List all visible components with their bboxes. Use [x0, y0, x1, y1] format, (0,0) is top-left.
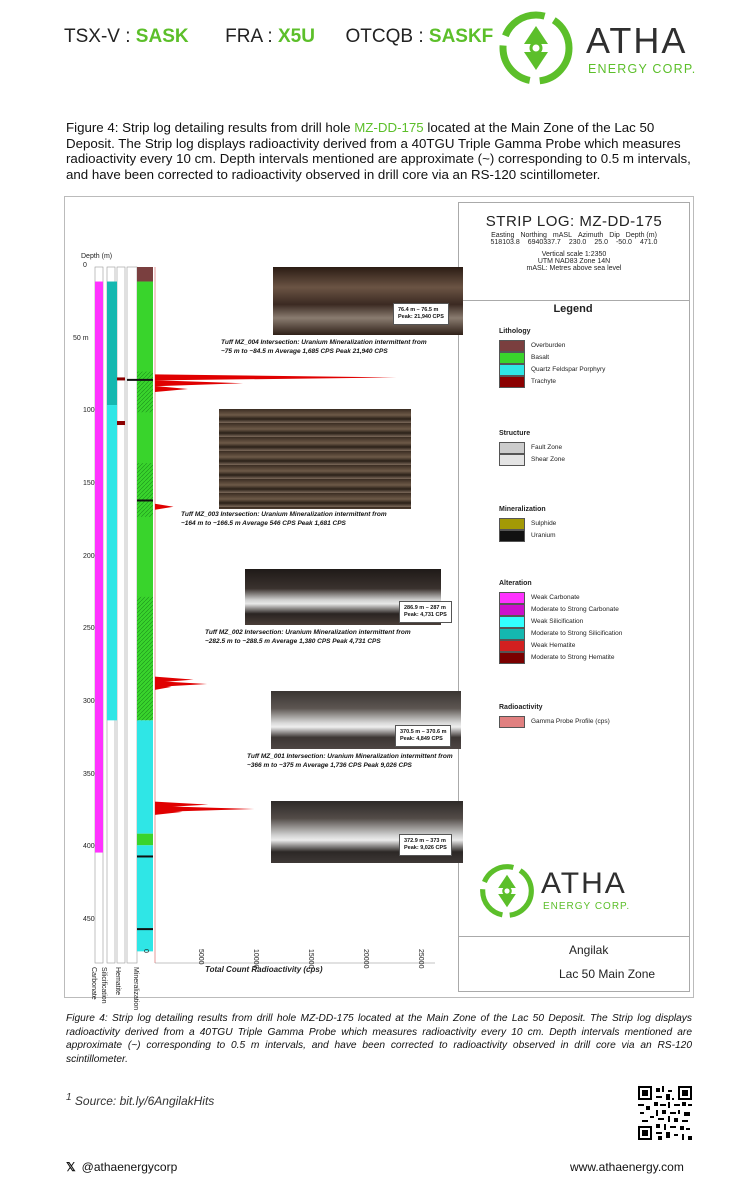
legend-label: Gamma Probe Profile (cps)	[531, 718, 610, 725]
depth-tick: 200	[83, 552, 95, 560]
gamma-peak	[155, 374, 396, 380]
legend-swatch	[499, 364, 525, 376]
collar-header: Easting	[491, 232, 515, 239]
logo-subtitle: ENERGY CORP.	[588, 62, 697, 76]
cps-tick: 5000	[197, 949, 204, 965]
legend-swatch	[499, 640, 525, 652]
social-link[interactable]	[66, 1160, 177, 1174]
logo-name: ATHA	[586, 20, 688, 61]
strip-log-figure	[64, 196, 694, 1011]
project-name: Angilak	[569, 943, 609, 957]
photo-label	[399, 601, 452, 623]
intersection-note-mz002: Tuff MZ_002 Intersection: Uranium Mineralization intermittent from ~282.5 m to ~288.5 m Average 1,380 CPS Peak 4,731 CPS	[205, 629, 411, 645]
cps-tick: 15000	[307, 949, 314, 969]
cps-tick: 10000	[252, 949, 259, 969]
collar-values	[459, 239, 689, 246]
legend-label: Moderate to Strong Hematite	[531, 654, 615, 661]
legend-swatch	[499, 716, 525, 728]
uranium-marker	[137, 499, 153, 501]
footnote-marker: 1	[66, 1092, 72, 1103]
scale-line: Vertical scale 1:2350	[541, 251, 607, 258]
legend-label: Sulphide	[531, 520, 557, 527]
hematite-interval	[117, 377, 125, 380]
intro-text: Figure 4: Strip log detailing results from drill hole	[66, 120, 355, 135]
collar-headers	[459, 232, 689, 239]
ticker-symbol: X5U	[277, 26, 315, 47]
ticker-symbol: SASKF	[428, 26, 494, 47]
collar-header: Dip	[609, 232, 620, 239]
silicification-weak-interval	[107, 405, 117, 720]
cps-tick: 25000	[417, 949, 424, 969]
collar-header: mASL	[552, 232, 572, 239]
collar-header: Depth (m)	[625, 232, 657, 239]
scale-line: mASL: Metres above sea level	[526, 265, 622, 272]
source-note	[66, 1092, 214, 1108]
column-label-silicification: Silicification	[100, 967, 107, 1004]
intersection-note-mz004: Tuff MZ_004 Intersection: Uranium Mineralization intermittent from ~75 m to ~84.5 m Average 1,685 CPS Peak 21,940 CPS	[221, 339, 427, 355]
legend-swatch	[499, 652, 525, 664]
inner-logo	[479, 863, 679, 923]
uranium-marker	[137, 928, 153, 930]
strip-log-header	[459, 203, 689, 301]
overburden-interval	[137, 267, 153, 282]
legend-heading: Mineralization	[499, 506, 546, 513]
atha-logo-icon	[479, 863, 535, 919]
cps-tick: 20000	[362, 949, 369, 969]
legend-swatch	[499, 442, 525, 454]
depth-tick: 50 m	[73, 334, 89, 342]
drill-hole-id: MZ-DD-175	[354, 120, 424, 135]
legend-label: Moderate to Strong Silicification	[531, 630, 623, 637]
legend-label: Weak Hematite	[531, 642, 576, 649]
collar-value: 518103.8	[490, 239, 520, 246]
photo-range: 372.9 m – 373 m	[404, 838, 446, 844]
basalt-interval	[137, 834, 153, 846]
ticker-bar	[64, 26, 493, 48]
collar-value: 230.0	[568, 239, 587, 246]
column-label-hematite: Hematite	[114, 967, 121, 996]
legend-swatch	[499, 352, 525, 364]
ticker-exchange: TSX-V :	[64, 26, 131, 47]
photo-peak: Peak: 21,940 CPS	[398, 314, 444, 320]
ticker-symbol: SASK	[135, 26, 189, 47]
legend-swatch	[499, 518, 525, 530]
legend-label: Overburden	[531, 342, 566, 349]
legend-swatch	[499, 454, 525, 466]
legend-swatch	[499, 628, 525, 640]
photo-range: 76.4 m – 76.5 m	[398, 307, 439, 313]
ticker-exchange: FRA :	[225, 26, 273, 47]
website-link[interactable]: www.athaenergy.com	[570, 1160, 684, 1174]
photo-peak: Peak: 4,849 CPS	[400, 736, 443, 742]
photo-label	[393, 303, 449, 325]
inner-logo-name: ATHA	[541, 867, 627, 900]
fault-zone-interval	[137, 597, 153, 721]
column-label-mineralization: Mineralization	[132, 967, 139, 1011]
legend-label: Shear Zone	[531, 456, 565, 463]
carbonate-interval	[95, 282, 103, 853]
atha-logo-icon	[498, 10, 574, 86]
legend-heading: Structure	[499, 430, 531, 437]
hematite-interval	[117, 421, 125, 425]
x-icon: 𝕏	[66, 1160, 76, 1174]
log-column-outline	[117, 267, 125, 963]
legend-heading: Lithology	[499, 328, 531, 335]
strip-log-title: STRIP LOG: MZ-DD-175	[485, 213, 663, 230]
qr-code[interactable]	[638, 1086, 692, 1140]
uranium-interval	[127, 379, 137, 381]
depth-tick: 300	[83, 697, 95, 705]
legend-label: Weak Carbonate	[531, 594, 580, 601]
zone-name: Lac 50 Main Zone	[559, 967, 656, 981]
depth-tick: 400	[83, 843, 95, 851]
depth-tick: 250	[83, 625, 95, 633]
legend-label: Trachyte	[531, 378, 557, 385]
collar-value: 6940337.7	[527, 239, 561, 246]
legend-label: Fault Zone	[531, 444, 563, 451]
gamma-peak	[155, 504, 173, 510]
collar-value: 25.0	[594, 239, 608, 246]
source-text[interactable]: Source: bit.ly/6AngilakHits	[71, 1094, 215, 1108]
legend-swatch	[499, 592, 525, 604]
atha-logo	[498, 10, 698, 90]
uranium-marker	[137, 855, 153, 857]
legend-swatch	[499, 340, 525, 352]
collar-header: Northing	[520, 232, 547, 239]
log-column-outline	[127, 267, 137, 963]
legend-swatch	[499, 376, 525, 388]
legend-label: Weak Silicification	[531, 618, 584, 625]
qfp-interval	[137, 720, 153, 833]
photo-label	[399, 834, 452, 856]
figure-caption: Figure 4: Strip log detailing results from drill hole MZ-DD-175 located at the Main Zone of the Lac 50 Deposit. The Strip log displays radioactivity derived from a 40TGU Triple Gamma Probe which measures radioactivity every 10 cm. Depth intervals mentioned are approximate (~) corresponding to 0.5 m intervals, and have been corrected to radioactivity observed in drill core via an RS-120 scintillometer.	[66, 1013, 692, 1065]
silicification-strong-interval	[107, 282, 117, 406]
scale-line: UTM NAD83 Zone 14N	[537, 258, 611, 265]
depth-axis-title: Depth (m)	[81, 253, 113, 260]
core-box-photo-164m	[219, 409, 411, 509]
depth-tick: 450	[83, 915, 95, 923]
ticker-exchange: OTCQB :	[345, 26, 424, 47]
legend-heading: Radioactivity	[499, 704, 543, 711]
legend-label: Basalt	[531, 354, 550, 361]
legend-title: Legend	[553, 303, 593, 315]
photo-range: 370.5 m – 370.6 m	[400, 729, 447, 735]
inner-logo-subtitle: ENERGY CORP.	[543, 901, 631, 912]
depth-tick: 100	[83, 407, 95, 415]
intersection-note-mz001: Tuff MZ_001 Intersection: Uranium Mineralization intermittent from ~366 m to ~375 m Average 1,736 CPS Peak 9,026 CPS	[247, 753, 453, 769]
depth-tick: 150	[83, 479, 95, 487]
gamma-peak	[155, 386, 188, 392]
photo-peak: Peak: 9,026 CPS	[404, 845, 447, 851]
column-label-carbonate: Carbonate	[90, 967, 97, 1000]
collar-header: Azimuth	[577, 232, 604, 239]
collar-value: 471.0	[639, 239, 658, 246]
legend-swatch	[499, 616, 525, 628]
legend-label: Moderate to Strong Carbonate	[531, 606, 619, 613]
uranium-marker	[137, 379, 153, 381]
legend-swatch	[499, 530, 525, 542]
social-handle: @athaenergycorp	[81, 1160, 178, 1174]
intersection-note-mz003: Tuff MZ_003 Intersection: Uranium Mineralization intermittent from ~164 m to ~166.5 m Average 546 CPS Peak 1,681 CPS	[181, 511, 387, 527]
legend-swatch	[499, 604, 525, 616]
photo-range: 286.9 m – 287 m	[404, 605, 446, 611]
legend-label: Quartz Feldspar Porphyry	[531, 366, 606, 373]
intro-text: located at the Main Zone of the Lac 50 Deposit. The Strip log displays radioactivity derived from a 40TGU Triple Gamma Probe which measures radioactivity every 10 cm. Depth intervals mentioned are approximate (~) corresponding to 0.5 m intervals, and have been corrected to radioactivity observed in drill core via an RS-120 scintillometer.	[66, 120, 691, 182]
depth-tick: 350	[83, 770, 95, 778]
photo-peak: Peak: 4,731 CPS	[404, 612, 447, 618]
title-block	[458, 202, 690, 992]
cps-axis-title: Total Count Radioactivity (cps)	[205, 965, 323, 974]
fault-zone-interval	[137, 463, 153, 517]
legend-heading: Alteration	[499, 580, 532, 587]
collar-value: -50.0	[615, 239, 632, 246]
legend-label: Uranium	[531, 532, 556, 539]
cps-tick: 0	[142, 949, 149, 953]
fault-zone-interval	[137, 372, 153, 413]
qfp-interval	[137, 845, 153, 951]
depth-tick: 0	[83, 262, 87, 269]
gamma-peak	[155, 380, 243, 386]
project-box	[459, 936, 689, 992]
figure-intro	[66, 120, 696, 182]
photo-label	[395, 725, 451, 747]
